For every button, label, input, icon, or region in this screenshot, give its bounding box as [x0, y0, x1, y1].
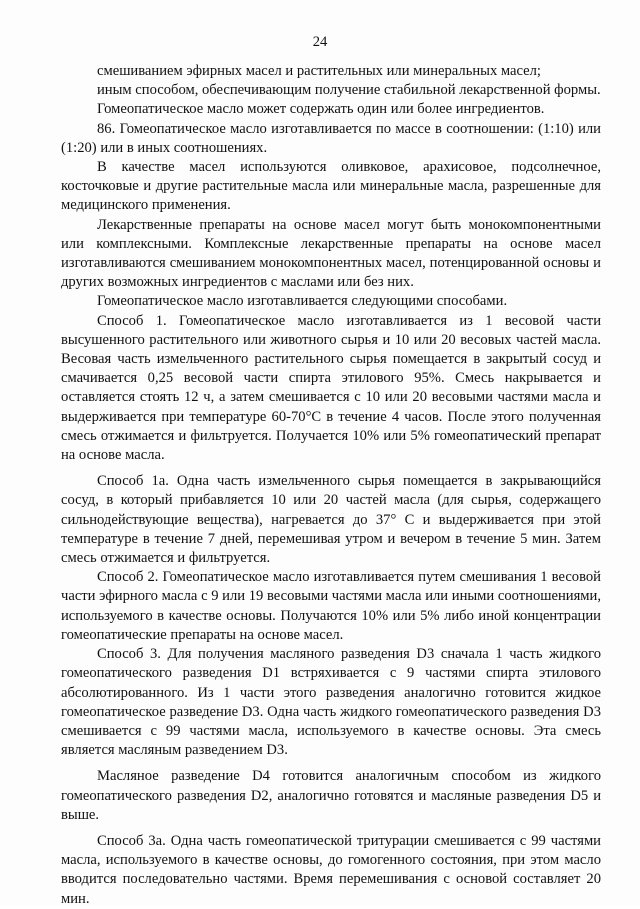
paragraph: Способ 3. Для получения масляного разведения D3 сначала 1 часть жидкого гомеопатического разведения D1 встряхивается с 9 частями спирта этилового абсолютированного. Из 1 части этого разведения аналогично готовится жидкое гомеопатическое разведение D3. Одна часть жидкого гомеопатического разведения D3 смешивается с 99 частями масла, используемого в качестве основы. Эта смесь является масляным разведением D3. — [61, 646, 601, 759]
paragraph: смешиванием эфирных масел и растительных или минеральных масел; — [97, 63, 541, 79]
page-number: 24 — [312, 34, 328, 50]
paragraph: Способ 1а. Одна часть измельченного сырья помещается в закрывающийся сосуд, в который прибавляется 10 или 20 частей масла (для сырья, содержащего сильнодействующие вещества), нагревается до 37° С и выдерживается при этой температуре в течение 7 дней, перемешивая утром и вечером в течение 5 мин. Затем смесь отжимается и фильтруется. — [61, 473, 601, 567]
paragraph: Гомеопатическое масло изготавливается следующими способами. — [97, 293, 508, 310]
paragraph: Лекарственные препараты на основе масел могут быть монокомпонентными или комплексными. Комплексные лекарственные препараты на основе масел изготавливаются смешиванием монокомпонентных масел, потенцированной основы и других возможных ингредиентов с маслами или без них. — [61, 216, 601, 291]
paragraph: Способ 3а. Одна часть гомеопатической тритурации смешивается с 99 частями масла, используемого в качестве основы, до гомогенного состояния, при этом масло вводится последовательно частями. Время перемешивания с основой составляет 20 мин. — [61, 832, 601, 907]
paragraph: Масляное разведение D4 готовится аналогичным способом из жидкого гомеопатического разведения D2, аналогично готовятся и масляные разведения D5 и выше. — [61, 768, 601, 823]
paragraph: Способ 1. Гомеопатическое масло изготавливается из 1 весовой части высушенного растительного или животного сырья и 10 или 20 весовых частей масла. Весовая часть измельченного растительного сырья помещается в закрытый сосуд и смачивается 0,25 весовой части спирта этилового 95%. Смесь накрывается и оставляется стоять 12 ч, а затем смешивается с 10 или 20 весовыми частями масла и выдерживается при температуре 60-70°С в течение 4 часов. После этого полученная смесь отжимается и фильтруется. Получается 10% или 5% гомеопатический препарат на основе масла. — [61, 312, 601, 464]
paragraph: В качестве масел используются оливковое, арахисовое, подсолнечное, косточковые и другие растительные масла или минеральные масла, разрешенные для медицинского применения. — [61, 159, 601, 214]
paragraph: Гомеопатическое масло может содержать один или более ингредиентов. — [97, 101, 545, 118]
paragraph: иным способом, обеспечивающим получение стабильной лекарственной формы. — [97, 82, 601, 99]
paragraph: 86. Гомеопатическое масло изготавливается по массе в соотношении: (1:10) или (1:20) или в иных соотношениях. — [61, 120, 601, 156]
paragraph: Способ 2. Гомеопатическое масло изготавливается путем смешивания 1 весовой части эфирного масла с 9 или 19 весовыми частями масла или иными соотношениями, используемого в качестве основы. Получаются 10% или 5% либо иной концентрации гомеопатические препараты на основе масел. — [61, 569, 601, 643]
document-body — [61, 62, 601, 909]
